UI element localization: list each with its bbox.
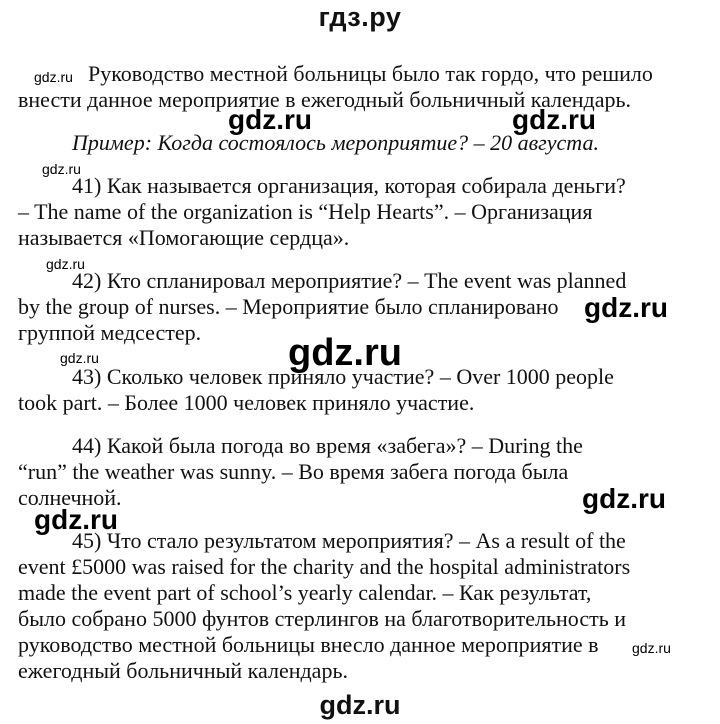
text-line: руководство местной больницы внесло данное мероприятие в xyxy=(18,632,599,657)
watermark: gdz.ru xyxy=(34,504,118,535)
example-line: Пример: Когда состоялось мероприятие? – 20 августа. xyxy=(72,130,599,155)
site-footer: gdz.ru xyxy=(319,690,401,720)
question-44: 44) Какой была погода во время «забега»? – During the xyxy=(72,433,583,458)
watermark: gdz.ru xyxy=(512,104,596,135)
watermark: gdz.ru xyxy=(288,332,402,374)
text-line: солнечной. xyxy=(18,485,122,510)
text-line: “run” the weather was sunny. – Во время забега погода была xyxy=(18,459,569,484)
watermark: gdz.ru xyxy=(582,483,666,514)
watermark: gdz.ru xyxy=(584,292,668,323)
watermark: gdz.ru xyxy=(34,69,73,85)
text-line: называется «Помогающие сердца». xyxy=(18,225,350,250)
text-line: ежегодный больничный календарь. xyxy=(18,658,348,683)
text-line: – The name of the organization is “Help Hearts”. – Организация xyxy=(18,199,593,224)
watermark: gdz.ru xyxy=(46,256,85,272)
watermark: gdz.ru xyxy=(632,640,671,656)
question-43: 43) Сколько человек приняло участие? – Over 1000 people xyxy=(72,364,614,389)
site-header: гдз.ру xyxy=(318,2,402,32)
text-line: event £5000 was raised for the charity and the hospital administrators xyxy=(18,554,631,579)
watermark: gdz.ru xyxy=(42,161,81,177)
question-42: 42) Кто спланировал мероприятие? – The event was planned xyxy=(72,268,627,293)
watermark: gdz.ru xyxy=(60,350,99,366)
text-line: внести данное мероприятие в ежегодный больничный календарь. xyxy=(18,87,632,112)
text-line: by the group of nurses. – Мероприятие было спланировано xyxy=(18,294,559,319)
text-line: took part. – Более 1000 человек приняло участие. xyxy=(18,390,475,415)
text-line: группой медсестер. xyxy=(18,320,202,345)
text-line: made the event part of school’s yearly calendar. – Как результат, xyxy=(18,580,592,605)
text-line: было собрано 5000 фунтов стерлингов на благотворительность и xyxy=(18,606,627,631)
watermark: gdz.ru xyxy=(228,104,312,135)
question-45: 45) Что стало результатом мероприятия? – As a result of the xyxy=(72,528,626,553)
text-line: Руководство местной больницы было так гордо, что решило xyxy=(88,61,653,86)
question-41: 41) Как называется организация, которая собирала деньги? xyxy=(72,173,626,198)
